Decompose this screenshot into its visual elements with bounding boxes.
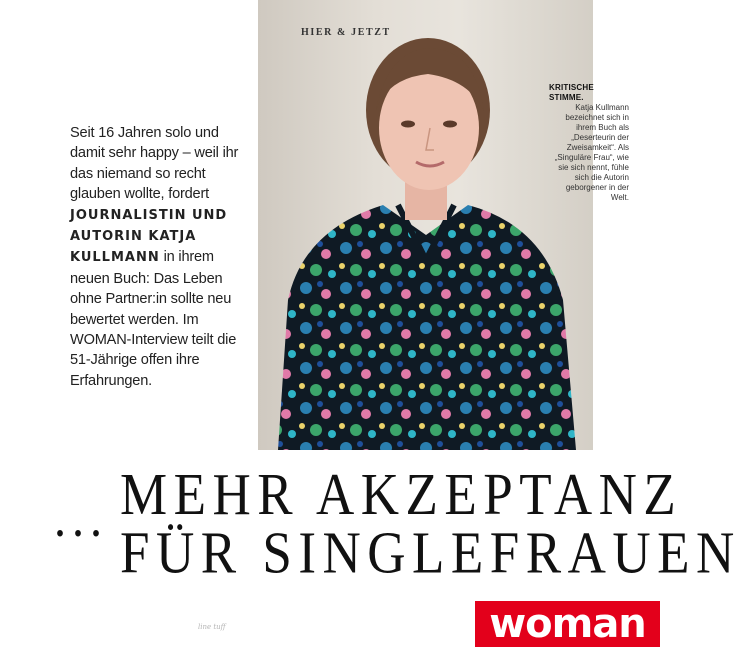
photo-caption: [549, 83, 629, 203]
woman-logo: [467, 590, 665, 671]
portrait-photo: [258, 0, 593, 450]
intro-text-after: in ihrem neuen Buch: Das Leben ohne Partner:in sollte neu bewertet werden. Im WOMAN-Interview teilt die 51-Jährige offen ihre Erfahrungen.: [70, 249, 237, 389]
intro-highlight: JOURNALISTIN UND AUTORIN KATJA KULLMANN: [70, 207, 228, 266]
intro-text-before: Seit 16 Jahren solo und damit sehr happy – weil ihr das niemand so recht glauben wollte, fordert: [70, 125, 239, 203]
headline-line-2: FÜR SINGLEFRAUEN: [120, 520, 741, 586]
caption-title: KRITISCHE STIMME.: [549, 83, 594, 102]
intro-text: [70, 123, 242, 391]
headline-ellipsis: ...: [54, 487, 108, 549]
headline: [120, 462, 741, 586]
portrait-illustration: [258, 0, 593, 450]
caption-body: Katja Kullmann bezeichnet sich in ihrem Buch als „Deserteurin der Zweisamkeit“. Als „Singuläre Frau“, wie sie sich nennt, fühle sich die Autorin geborgener in der Welt.: [554, 103, 629, 202]
section-label: HIER & JETZT: [301, 27, 391, 38]
logo-wordmark: woman: [475, 601, 660, 647]
headline-line-1: MEHR AKZEPTANZ: [120, 462, 683, 528]
photo-credit: line tuff: [198, 623, 226, 631]
